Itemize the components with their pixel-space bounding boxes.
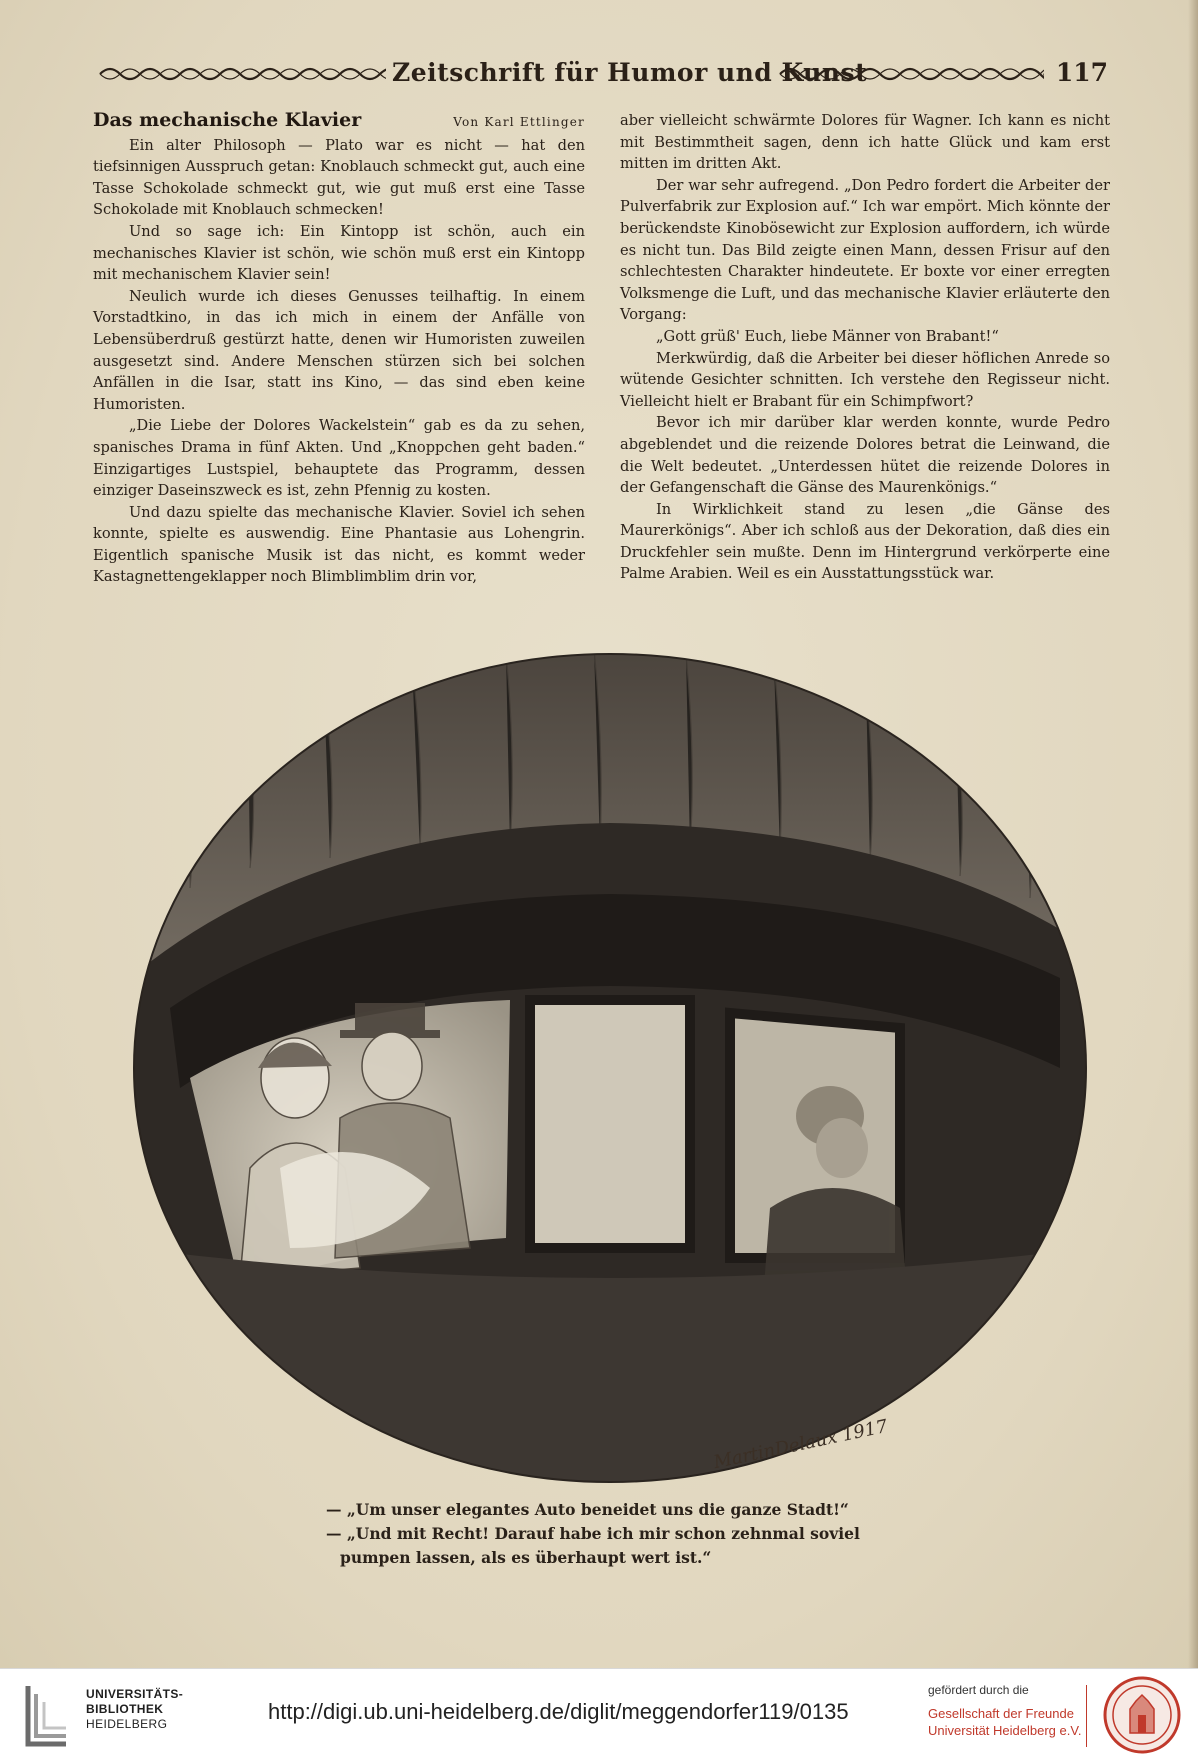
header-ornament-left — [96, 62, 386, 86]
illustration-caption — [326, 1498, 886, 1570]
paragraph: Bevor ich mir darüber klar werden konnte, wurde Pedro abgeblendet und die reizende Dolores betrat die Leinwand, die die Welt bedeutet. „Unterdessen hütet die reizende Dolores in der Gefangenschaft die Gänse des Maurenkönigs.“ — [620, 414, 1110, 497]
article-title: Das mechanische Klavier — [93, 109, 362, 131]
university-seal-icon — [1102, 1675, 1182, 1755]
paragraph: Und dazu spielte das mechanische Klavier. Soviel ich sehen konnte, spielte es auswendig. Eine Phantasie aus Lohengrin. Eigentlich spanische Musik ist das nicht, es kommt weder Kastagnettengeklapper noch Blimblimblim drin vor, — [93, 503, 585, 586]
viewer-footer — [0, 1668, 1198, 1761]
car-illustration — [130, 648, 1090, 1488]
library-name — [86, 1687, 183, 1732]
sponsor-name-line: Universität Heidelberg e.V. — [928, 1723, 1082, 1738]
paragraph: Neulich wurde ich dieses Genusses teilhaftig. In einem Vorstadtkino, in das ich mich in einem der Anfälle von Lebensüberdruß gestürzt hatte, denen wir Humoristen zuweilen ausgesetzt sind. Andere Menschen stürzen sich bei solchen Anfällen in die Isar, statt ins Kino, — das sind eben keine Humoristen. — [93, 287, 585, 413]
library-name-line: HEIDELBERG — [86, 1717, 168, 1731]
article-heading — [93, 110, 585, 134]
header-ornament-right — [776, 62, 1044, 86]
sponsor-name-line: Gesellschaft der Freunde — [928, 1706, 1074, 1721]
library-name-line: BIBLIOTHEK — [86, 1702, 164, 1716]
caption-line: — „Und mit Recht! Darauf habe ich mir schon zehnmal soviel — [326, 1524, 860, 1543]
paragraph: Und so sage ich: Ein Kintopp ist schön, auch ein mechanisches Klavier ist schön, wie schön muß erst ein Kintopp mit mechanischem Klavier sein! — [93, 222, 585, 284]
sponsor-label: gefördert durch die — [928, 1683, 1029, 1697]
caption-line: — „Um unser elegantes Auto beneidet uns die ganze Stadt!“ — [326, 1500, 849, 1519]
paragraph: „Gott grüß' Euch, liebe Männer von Brabant!“ — [656, 327, 999, 345]
permalink-url[interactable]: http://digi.ub.uni-heidelberg.de/diglit/meggendorfer119/0135 — [268, 1699, 849, 1724]
page-header — [96, 58, 1108, 92]
sponsor-name — [928, 1705, 1081, 1739]
text-column-left — [93, 110, 585, 588]
page-edge-shadow — [1188, 0, 1198, 1668]
caption-line: pumpen lassen, als es überhaupt wert ist.“ — [340, 1548, 712, 1567]
library-name-line: UNIVERSITÄTS- — [86, 1687, 184, 1701]
page-number: 117 — [1055, 58, 1108, 87]
article-author: Von Karl Ettlinger — [453, 115, 585, 129]
sponsor-divider — [1086, 1685, 1087, 1747]
paragraph: Der war sehr aufregend. „Don Pedro fordert die Arbeiter der Pulverfabrik zur Explosion auf.“ Ich war empört. Mich könnte der berückendste Kinobösewicht zur Explosion auffordern, ich würde es nicht tun. Das Bild zeigte einen Mann, dessen Frisur auf den schlechtesten Charakter hindeutete. Er boxte vor einer erregten Volksmenge die Luft, und das mechanische Klavier erläuterte den Vorgang: — [620, 176, 1110, 324]
paragraph: In Wirklichkeit stand zu lesen „die Gänse des Maurerkönigs“. Aber ich schloß aus der Dekoration, daß dies ein Druckfehler sein mußte. Denn im Hintergrund verkörperte eine Palme Arabien. Weil es ein Ausstattungsstück war. — [620, 500, 1110, 583]
paragraph: Merkwürdig, daß die Arbeiter bei dieser höflichen Anrede so wütende Gesichter schnitten. Ich verstehe den Regisseur nicht. Vielleicht hielt er Brabant für ein Schimpfwort? — [620, 349, 1110, 410]
paragraph: aber vielleicht schwärmte Dolores für Wagner. Ich kann es nicht mit Bestimmtheit sagen, denn ich hatte Glück und kam erst mitten im dritten Akt. — [620, 112, 1110, 173]
paragraph: Ein alter Philosoph — Plato war es nicht — hat den tiefsinnigen Ausspruch getan: Knoblauch schmeckt gut, auch eine Tasse Schokolade schmeckt gut, wie gut muß erst eine Tasse Schokolade mit Knoblauch schmecken! — [93, 136, 585, 219]
magazine-title: Zeitschrift für Humor und Kunst — [392, 58, 868, 87]
artist-signature: MartinDelaux 1917 — [711, 1415, 890, 1474]
university-library-logo-icon — [22, 1682, 72, 1748]
paragraph: „Die Liebe der Dolores Wackelstein“ gab es da zu sehen, spanisches Drama in fünf Akten. Und „Knoppchen geht baden.“ Einzigartiges Lustspiel, behauptete das Programm, dessen einziger Daseinszweck es ist, zehn Pfennig zu kosten. — [93, 417, 585, 500]
text-column-right — [620, 110, 1110, 585]
